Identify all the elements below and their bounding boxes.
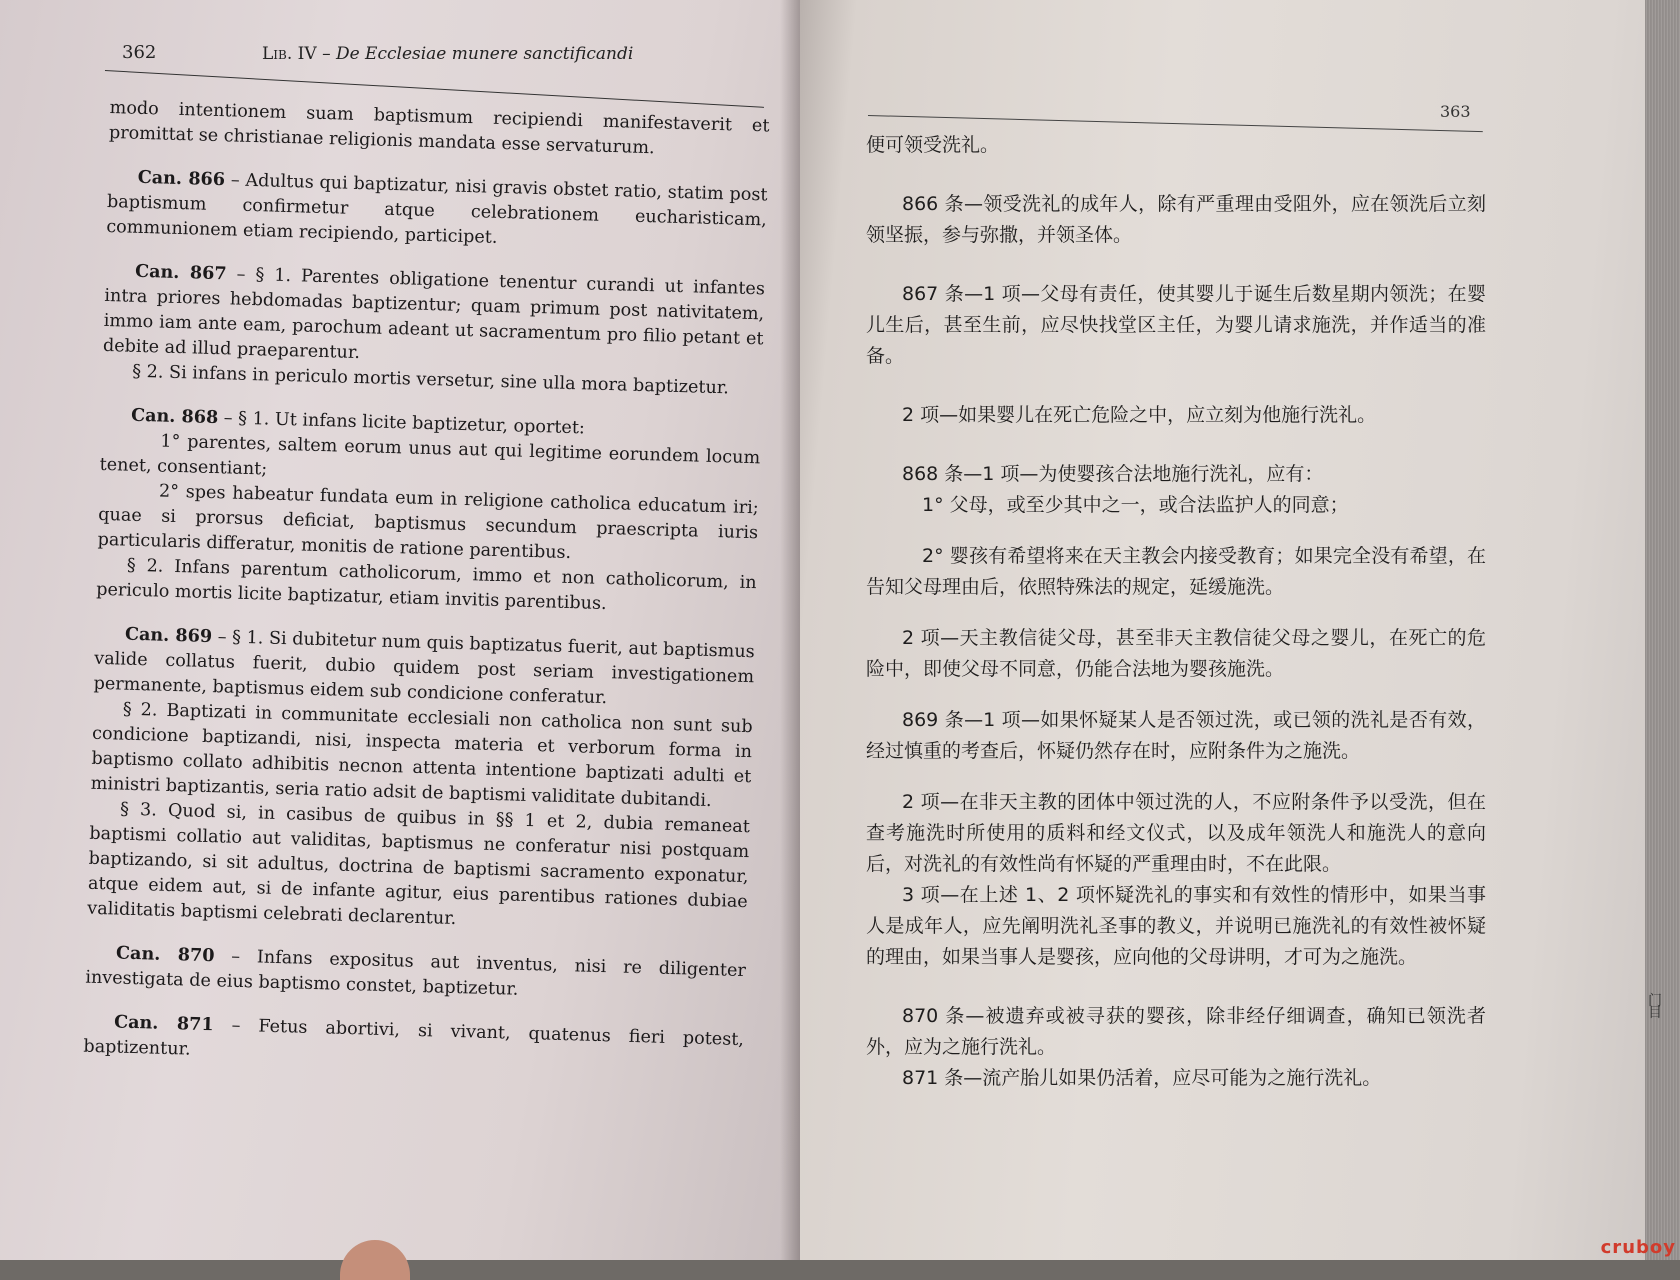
- canon-869-p1-text: – § 1. Si dubitetur num quis baptizatus fuerit, aut baptismus valide collatus fuerit, dubio quidem post seriam investigationem permanente, baptismus eidem sub condicione conferatur.: [93, 627, 756, 709]
- right-intro-paragraph: 便可领受洗礼。: [866, 134, 1000, 156]
- canon-868-item1: 1° parentes, saltem eorum unus aut qui legitime eorundem locum tenet, consentiant;: [99, 431, 761, 480]
- canon-868-item2-cn: 2° 婴孩有希望将来在天主教会内接受教育；如果完全没有希望，在告知父母理由后，依照特殊法的规定，延缓施洗。: [866, 545, 1486, 598]
- canon-867-p1-text: – § 1. Parentes obligatione tenentur curandi ut infantes intra priores hebdomadas baptizentur; quam primum post nativitatem, immo iam ante eam, parochum adeant ut sacramentum pro filio petant et debite ad illud praeparentur.: [102, 264, 766, 364]
- canon-870-label: Can. 870: [115, 942, 215, 967]
- canon-871-text: – Fetus abortivi, si vivant, quatenus fieri potest, baptizentur.: [83, 1015, 745, 1060]
- canon-871-cn: 871 条—流产胎儿如果仍活着，应尽可能为之施行洗礼。: [902, 1067, 1382, 1089]
- canon-869-p2: § 2. Baptizati in communitate ecclesiali non catholica non sunt sub condicione baptizandi, nisi, inspecta materia et verborum forma in baptismo collato adhibitis necnon attenta intentione baptizati adulti et ministri baptizantis, seria ratio adsit de baptismi validitate dubitandi.: [90, 699, 753, 812]
- canon-867-p1-cn: 867 条—1 项—父母有责任，使其婴儿于诞生后数星期内领洗；在婴儿生后，甚至生前，应尽快找堂区主任，为婴儿请求施洗，并作适当的准备。: [866, 283, 1486, 367]
- right-page-number: 363: [1440, 102, 1471, 121]
- left-page: [0, 0, 800, 1260]
- canon-866-cn: 866 条—领受洗礼的成年人，除有严重理由受阻外，应在领洗后立刻领坚振，参与弥撒，并领圣体。: [866, 193, 1486, 246]
- right-body-text: [866, 130, 1486, 1094]
- left-intro-paragraph: modo intentionem suam baptismum recipiendi manifestaverit et promittat se christianae religionis mandata esse servaturum.: [108, 97, 770, 159]
- page-edges: [1645, 0, 1680, 1260]
- running-head-lib: Lib. IV: [262, 44, 317, 64]
- canon-868-item2: 2° spes habeatur fundata eum in religione catholica educatum iri; quae si prorsus deficiat, baptismus secundum praescripta iuris particularis differatur, monitis de ratione parentibus.: [97, 481, 760, 564]
- canon-871-label: Can. 871: [113, 1011, 214, 1036]
- canon-869-p3: § 3. Quod si, in casibus de quibus in §§ 1 et 2, dubia remaneat baptismi collatio aut validitas, baptismus ne conferatur nisi postquam baptizando, si sit adultus, doctrina de baptismi sacramento exponatur, atque eidem aut, si de infante agitur, eius parentibus rationes dubiae validitatis baptismi celebrati declarentur.: [87, 799, 751, 929]
- canon-868-p2: § 2. Infans parentum catholicorum, immo et non catholicorum, in periculo mortis licite baptizatur, etiam invitis parentibus.: [95, 555, 757, 615]
- canon-869-p3-cn: 3 项—在上述 1、2 项怀疑洗礼的事实和有效性的情形中，如果当事人是成年人，应先阐明洗礼圣事的教义，并说明已施洗礼的有效性被怀疑的理由，如果当事人是婴孩，应向他的父母讲明，才可为之施洗。: [866, 884, 1486, 968]
- canon-868-p1-cn: 868 条—1 项—为使婴孩合法地施行洗礼，应有：: [902, 463, 1324, 485]
- canon-870-text: – Infans expositus aut inventus, nisi re diligenter investigata de eius baptismo constet, baptizetur.: [85, 946, 747, 1000]
- canon-868-label: Can. 868: [130, 404, 219, 429]
- canon-867-p2-cn: 2 项—如果婴儿在死亡危险之中，应立刻为他施行洗礼。: [902, 404, 1377, 426]
- canon-867-label: Can. 867: [134, 260, 227, 285]
- left-body-text: [83, 96, 770, 1078]
- canon-867-p2: § 2. Si infans in periculo mortis versetur, sine ulla mora baptizetur.: [132, 361, 730, 399]
- canon-868-item1-cn: 1° 父母，或至少其中之一，或合法监护人的同意；: [922, 494, 1349, 516]
- left-page-number: 362: [122, 42, 157, 63]
- edge-index-mark: 门目: [1648, 993, 1662, 1021]
- canon-869-p2-cn: 2 项—在非天主教的团体中领过洗的人，不应附条件予以受洗，但在查考施洗时所使用的质料和经文仪式，以及成年领洗人和施洗人的意向后，对洗礼的有效性尚有怀疑的严重理由时，不在此限。: [866, 791, 1486, 875]
- canon-866-label: Can. 866: [137, 166, 226, 191]
- canon-868-p2-cn: 2 项—天主教信徒父母，甚至非天主教信徒父母之婴儿，在死亡的危险中，即使父母不同意，仍能合法地为婴孩施洗。: [866, 627, 1486, 680]
- canon-866-text: – Adultus qui baptizatur, nisi gravis obstet ratio, statim post baptismum confirmetur atque celebrationem eucharisticam, communionem etiam recipiendo, participet.: [106, 170, 768, 248]
- running-head-title: – De Ecclesiae munere sanctificandi: [322, 44, 634, 64]
- canon-869-label: Can. 869: [124, 623, 213, 648]
- canon-869-p1-cn: 869 条—1 项—如果怀疑某人是否领过洗，或已领的洗礼是否有效，经过慎重的考查后，怀疑仍然存在时，应附条件为之施洗。: [866, 709, 1486, 762]
- canon-870-cn: 870 条—被遗弃或被寻获的婴孩，除非经仔细调查，确知已领洗者外，应为之施行洗礼。: [866, 1005, 1486, 1058]
- watermark: cruboy: [1600, 1237, 1676, 1258]
- canon-868-p1-text: – § 1. Ut infans licite baptizetur, oportet:: [223, 408, 586, 439]
- canon-867-p1: [103, 258, 766, 377]
- left-running-title: [262, 44, 633, 64]
